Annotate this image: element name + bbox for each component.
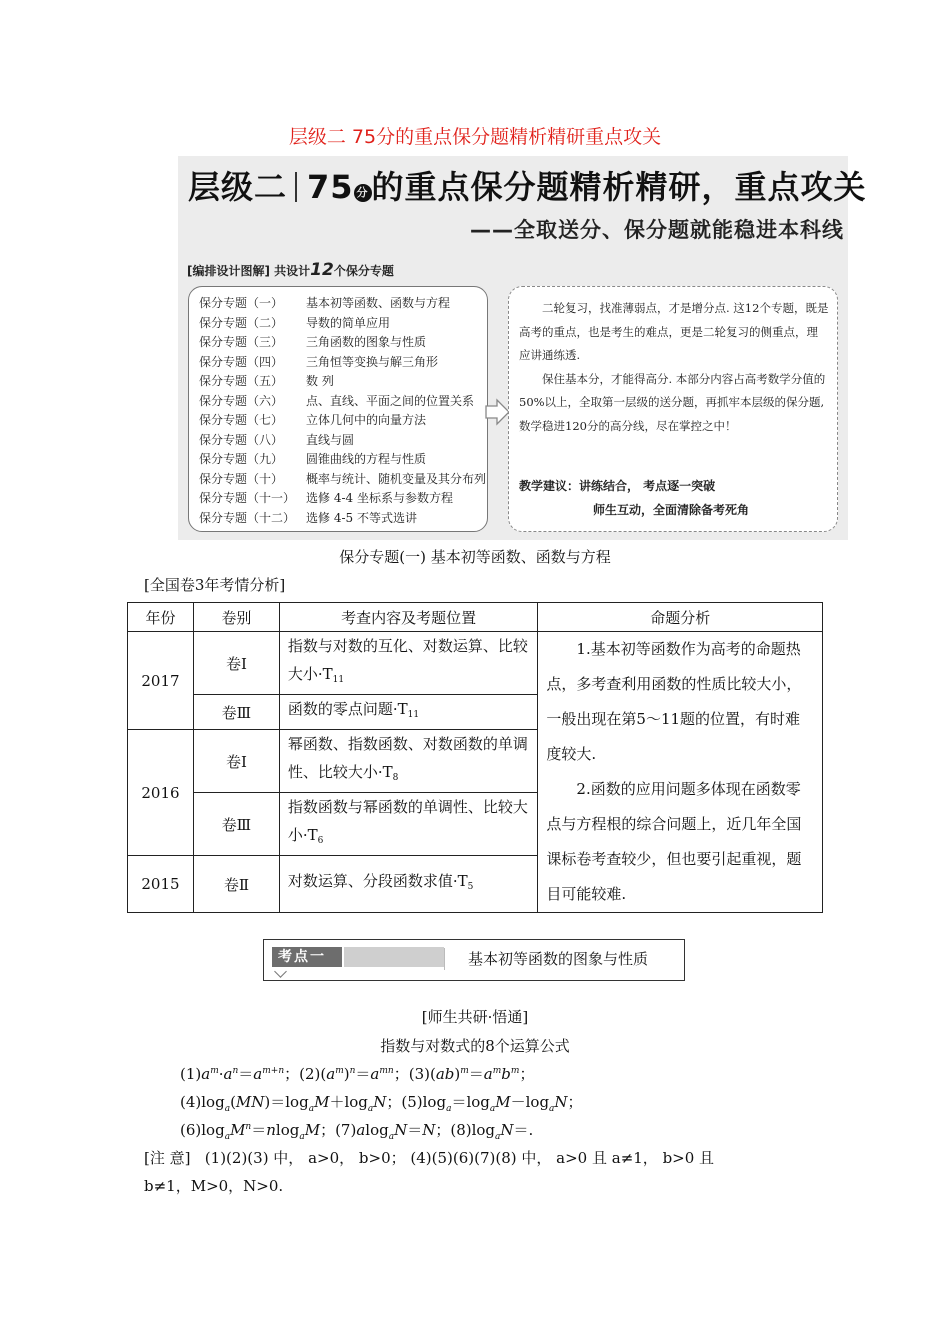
kaodian-header xyxy=(263,939,685,981)
topic-number: 保分专题（二） xyxy=(199,315,284,330)
topic-number: 保分专题（六） xyxy=(199,393,284,408)
topic-list-item xyxy=(199,372,334,389)
section-tag: [师生共研·悟通] xyxy=(421,1008,529,1026)
analysis-point-1: 1.基本初等函数作为高考的命题热点，多考查利用函数的性质比较大小，一般出现在第5～11题的位置，有时难度较大. xyxy=(546,640,802,763)
topic-list-box xyxy=(188,286,488,532)
formula-line-2: $(4)\log_a(MN)=\log_aM+\log_aN$；$(5)\log_a=\log_aM-\log_aN$； xyxy=(180,1093,583,1114)
note-text: (1)(2)(3) 中， a>0， b>0； (4)(5)(6)(7)(8) 中， a>0 且 a≠1， b>0 且 xyxy=(204,1149,715,1167)
intro-paragraph-2: 保住基本分，才能得高分. 本部分内容占高考数学分值的50%以上，全取第一层级的送分题，再抓牢本层级的保分题,数学稳进120分的高分线，尽在掌控之中！ xyxy=(519,371,826,433)
volume-cell: 卷Ⅰ xyxy=(193,730,279,793)
topic-number: 保分专题（十二） xyxy=(199,510,296,525)
content-cell: 指数与对数的互化、对数运算、比较大小$\cdot T_{11}$ xyxy=(279,632,538,695)
table-header: 年份 xyxy=(128,603,194,632)
exam-analysis-table xyxy=(127,602,823,913)
topic-number: 保分专题（九） xyxy=(199,452,284,466)
volume-cell: 卷Ⅲ xyxy=(193,793,279,856)
topic-name: 三角恒等变换与解三角形 xyxy=(306,354,439,369)
topic-list-item xyxy=(199,411,426,428)
intro-text xyxy=(519,297,829,438)
topic-number: 保分专题（八） xyxy=(199,432,284,447)
topic-list-item xyxy=(199,450,426,467)
section-title: 指数与对数式的8个运算公式 xyxy=(380,1037,570,1055)
topic-number: 保分专题（一） xyxy=(199,296,284,310)
note-line-2: b≠1，M>0，N>0. xyxy=(144,1177,284,1195)
volume-cell: 卷Ⅱ xyxy=(193,856,279,913)
topic-name: 导数的简单应用 xyxy=(306,315,391,330)
analysis-caption: [全国卷3年考情分析] xyxy=(144,576,286,594)
intro-box xyxy=(508,286,838,532)
analysis-cell xyxy=(538,632,823,913)
topic-name: 数 列 xyxy=(306,374,334,388)
topic-name: 直线与圆 xyxy=(306,432,355,447)
page-title: 层级二 75分的重点保分题精析精研重点攻关 xyxy=(288,126,662,148)
table-header: 考查内容及考题位置 xyxy=(279,603,538,632)
chevron-down-icon xyxy=(274,965,287,978)
topic-list-item xyxy=(199,353,438,370)
topic-name: 立体几何中的向量方法 xyxy=(306,413,427,427)
topic-list-item xyxy=(199,314,390,331)
design-tag: [编排设计图解] 共设计12个保分专题 xyxy=(187,260,394,280)
teaching-advice-2: 师生互动，全面清除备考死角 xyxy=(593,503,750,517)
topic-name: 基本初等函数、函数与方程 xyxy=(306,296,451,310)
table-row xyxy=(128,632,823,695)
content-cell: 函数的零点问题$\cdot T_{11}$ xyxy=(279,695,538,730)
topic-number: 保分专题（十一） xyxy=(199,491,296,505)
banner-heading-number: 75 xyxy=(307,168,354,206)
topic-list-item xyxy=(199,489,453,506)
formula-line-1: $(1)a^m\cdot a^n=a^{m+n}$；$(2)(a^m)^n=a^{mn}$；$(3)(ab)^m=a^mb^m$； xyxy=(180,1065,535,1083)
table-header: 命题分析 xyxy=(538,603,823,632)
year-cell: 2016 xyxy=(128,730,194,856)
banner-heading-text: 的重点保分题精析精研，重点攻关 xyxy=(371,168,867,206)
topic-list-item xyxy=(199,509,417,526)
topic-number: 保分专题（七） xyxy=(199,413,284,427)
topic-list-item xyxy=(199,392,474,409)
kaodian-title: 基本初等函数的图象与性质 xyxy=(468,950,649,968)
topic-caption: 保分专题(一) 基本初等函数、函数与方程 xyxy=(339,548,611,566)
banner-heading xyxy=(188,162,867,208)
topic-number: 保分专题（四） xyxy=(199,354,284,369)
content-cell: 对数运算、分段函数求值$\cdot T_5$ xyxy=(279,856,538,913)
formula-line-3: $(6)\log_aM^n=nlog_aM$；(7)alog$_a$N＝N；$(8)\log_aN=$. xyxy=(180,1121,534,1142)
topic-name: 选修 4-4 坐标系与参数方程 xyxy=(306,491,453,505)
content-cell: 指数函数与幂函数的单调性、比较大小$\cdot T_6$ xyxy=(279,793,538,856)
topic-name: 概率与统计、随机变量及其分布列 xyxy=(306,471,487,486)
topic-name: 三角函数的图象与性质 xyxy=(306,335,427,349)
topic-list-item xyxy=(199,431,354,448)
topic-name: 点、直线、平面之间的位置关系 xyxy=(306,393,475,408)
divider xyxy=(444,948,445,970)
topic-number: 保分专题（三） xyxy=(199,335,284,349)
topic-number: 保分专题（十） xyxy=(199,471,284,486)
topic-list-item xyxy=(199,294,450,311)
table-header-row xyxy=(128,603,823,632)
banner-heading-level: 层级二 xyxy=(188,168,288,206)
intro-paragraph-1: 二轮复习，找准薄弱点，才是增分点. 这12个专题，既是高考的重点，也是考生的难点，更是二轮复习的侧重点，理应讲通练透. xyxy=(519,301,829,362)
note-label: [注 意] xyxy=(144,1149,191,1167)
topic-list-item xyxy=(199,333,426,350)
topic-number: 保分专题（五） xyxy=(199,374,284,388)
note-line-1 xyxy=(144,1147,714,1168)
kaodian-stripe xyxy=(344,947,444,967)
banner-subheading: ——全取送分、保分题就能稳进本科线 xyxy=(470,218,844,242)
divider xyxy=(295,172,297,202)
topic-list-item xyxy=(199,470,486,487)
kaodian-badge: 考点一 xyxy=(272,947,342,967)
table-header: 卷别 xyxy=(193,603,279,632)
topic-name: 选修 4-5 不等式选讲 xyxy=(306,510,417,525)
year-cell: 2015 xyxy=(128,856,194,913)
volume-cell: 卷Ⅰ xyxy=(193,632,279,695)
teaching-advice-1: 教学建议：讲练结合， 考点逐一突破 xyxy=(519,479,716,493)
volume-cell: 卷Ⅲ xyxy=(193,695,279,730)
content-cell: 幂函数、指数函数、对数函数的单调性、比较大小$\cdot T_8$ xyxy=(279,730,538,793)
year-cell: 2017 xyxy=(128,632,194,730)
banner-heading-unit: 分 xyxy=(354,184,372,202)
analysis-point-2: 2.函数的应用问题多体现在函数零点与方程根的综合问题上，近几年全国课标卷考查较少，但也要引起重视，题目可能较难. xyxy=(546,780,802,903)
topic-name: 圆锥曲线的方程与性质 xyxy=(306,452,427,466)
